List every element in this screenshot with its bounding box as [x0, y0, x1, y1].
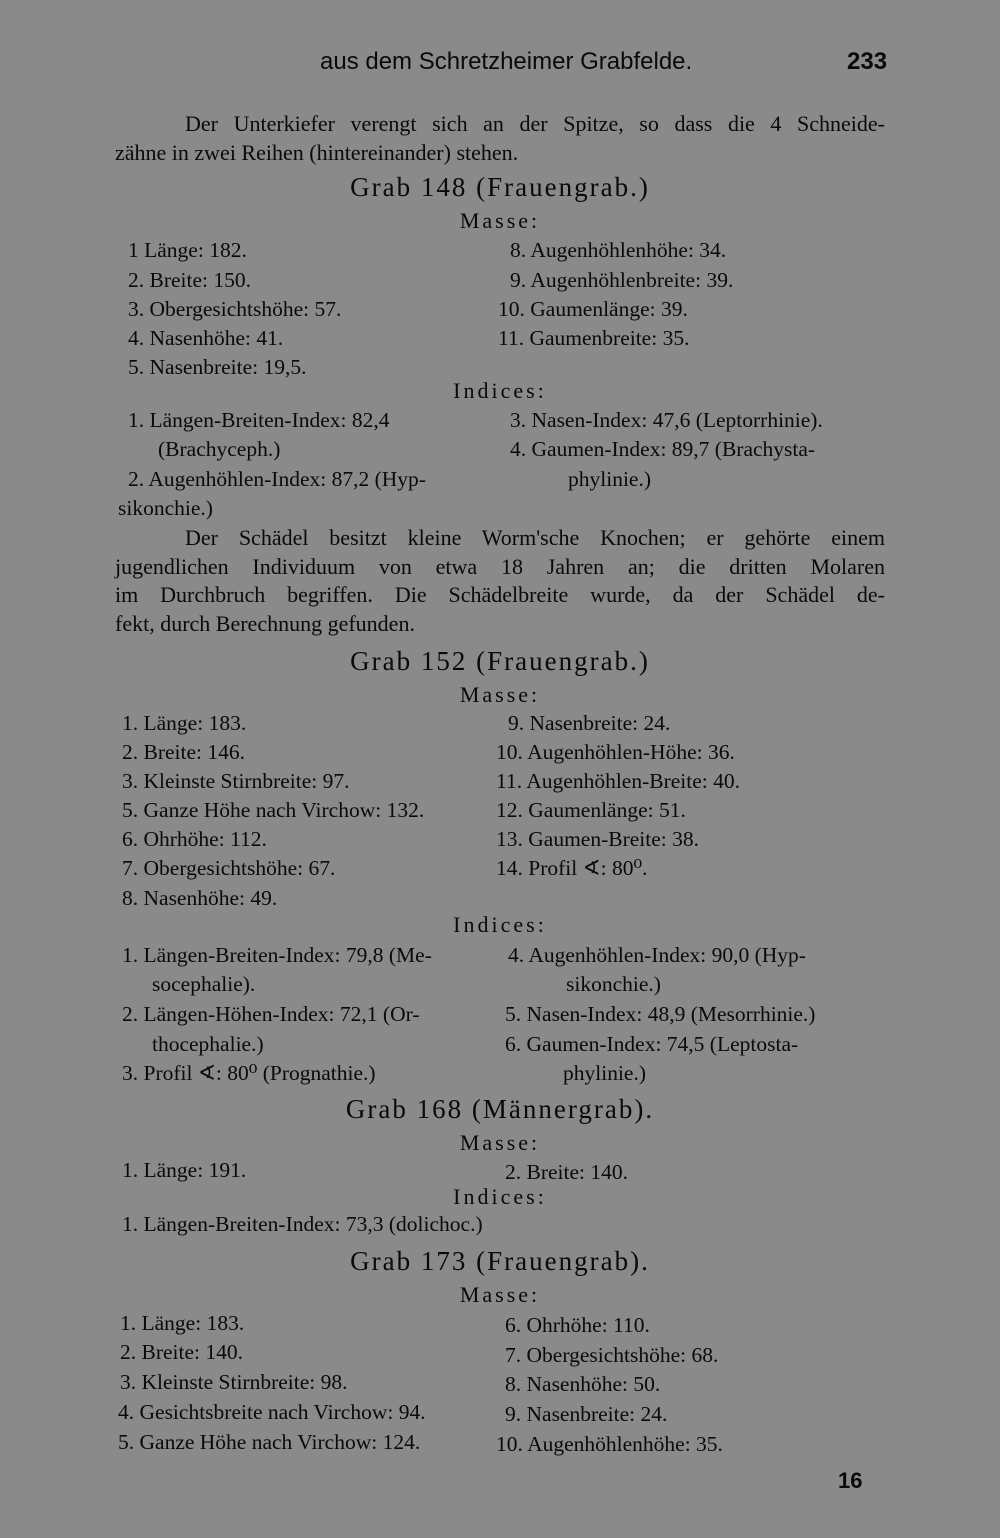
masse-label: Masse:	[459, 682, 541, 707]
section-heading-grab-173: Grab 173 (Frauengrab).	[350, 1246, 650, 1276]
measurement-item: 7. Obergesichtshöhe: 68.	[505, 1343, 719, 1367]
text-line: fekt, durch Berechnung gefunden.	[115, 610, 415, 636]
text-line: jugendlichen Individuum von etwa 18 Jahren an; die dritten Molaren	[115, 553, 885, 579]
measurement-item: 12. Gaumenlänge: 51.	[496, 798, 686, 822]
measurement-item: 6. Ohrhöhe: 110.	[505, 1313, 650, 1337]
running-title: aus dem Schretzheimer Grabfelde.	[320, 48, 693, 75]
measurement-item: 5. Nasenbreite: 19,5.	[128, 355, 307, 379]
section-heading-grab-168: Grab 168 (Männergrab).	[345, 1094, 655, 1124]
index-item: 5. Nasen-Index: 48,9 (Mesorrhinie.)	[505, 1002, 816, 1026]
measurement-item: 3. Kleinste Stirnbreite: 97.	[122, 769, 350, 793]
measurement-item: 5. Ganze Höhe nach Virchow: 132.	[122, 798, 425, 822]
measurement-item: 3. Kleinste Stirnbreite: 98.	[120, 1370, 348, 1394]
index-item: phylinie.)	[563, 1061, 646, 1085]
section-heading-grab-152: Grab 152 (Frauengrab.)	[350, 646, 650, 676]
text-line: im Durchbruch begriffen. Die Schädelbreite wurde, da der Schädel de-	[115, 582, 885, 607]
measurement-item: 10. Augenhöhlenhöhe: 35.	[496, 1432, 723, 1456]
text-line: Der Unterkiefer verengt sich an der Spitze, so dass die 4 Schneide-	[185, 111, 885, 136]
indices-label: Indices:	[453, 378, 547, 403]
measurement-item: 1 Länge: 182.	[128, 238, 247, 262]
text-line: zähne in zwei Reihen (hintereinander) stehen.	[115, 139, 519, 165]
signature-mark: 16	[838, 1468, 863, 1493]
indices-label: Indices:	[453, 1184, 547, 1209]
index-item: 3. Profil ∢: 80⁰ (Prognathie.)	[122, 1061, 376, 1085]
measurement-item: 11. Augenhöhlen-Breite: 40.	[496, 769, 741, 793]
index-item: 4. Augenhöhlen-Index: 90,0 (Hyp-	[508, 943, 806, 967]
measurement-item: 2. Breite: 146.	[122, 740, 246, 764]
measurement-item: 6. Ohrhöhe: 112.	[122, 827, 267, 851]
measurement-item: 8. Augenhöhlenhöhe: 34.	[510, 238, 727, 262]
index-item: 2. Längen-Höhen-Index: 72,1 (Or-	[122, 1002, 420, 1026]
description-paragraph	[115, 524, 885, 638]
measurement-item: 2. Breite: 140.	[120, 1340, 244, 1364]
measurement-item: 7. Obergesichtshöhe: 67.	[122, 856, 336, 880]
masse-label: Masse:	[459, 208, 541, 233]
masse-label: Masse:	[459, 1130, 541, 1155]
measurement-item: 2. Breite: 140.	[505, 1160, 629, 1184]
index-item: 6. Gaumen-Index: 74,5 (Leptosta-	[505, 1032, 799, 1056]
text-line: Der Schädel besitzt kleine Worm'sche Knochen; er gehörte einem	[185, 525, 885, 550]
index-item: 2. Augenhöhlen-Index: 87,2 (Hyp-	[128, 467, 426, 491]
page-number: 233	[847, 48, 888, 75]
measurement-item: 4. Nasenhöhe: 41.	[128, 326, 284, 350]
index-item: phylinie.)	[568, 467, 651, 491]
index-item: 1. Längen-Breiten-Index: 82,4	[128, 408, 390, 432]
index-item: 1. Längen-Breiten-Index: 79,8 (Me-	[122, 943, 432, 967]
measurement-item: 1. Länge: 191.	[122, 1158, 247, 1182]
measurement-item: 8. Nasenhöhe: 50.	[505, 1372, 661, 1396]
measurement-item: 13. Gaumen-Breite: 38.	[496, 827, 700, 851]
index-item: sikonchie.)	[566, 972, 661, 996]
measurement-item: 1. Länge: 183.	[120, 1311, 245, 1335]
measurement-item: 9. Augenhöhlenbreite: 39.	[510, 268, 734, 292]
measurement-item: 8. Nasenhöhe: 49.	[122, 886, 278, 910]
index-item: 1. Längen-Breiten-Index: 73,3 (dolichoc.)	[122, 1212, 483, 1236]
index-item: 3. Nasen-Index: 47,6 (Leptorrhinie).	[510, 408, 823, 432]
measurement-item: 9. Nasenbreite: 24.	[505, 1402, 668, 1426]
masse-label: Masse:	[459, 1282, 541, 1307]
index-item: 4. Gaumen-Index: 89,7 (Brachysta-	[510, 437, 816, 461]
measurement-item: 2. Breite: 150.	[128, 268, 252, 292]
measurement-item: 5. Ganze Höhe nach Virchow: 124.	[118, 1430, 421, 1454]
measurement-item: 10. Gaumenlänge: 39.	[498, 297, 688, 321]
measurement-item: 4. Gesichtsbreite nach Virchow: 94.	[118, 1400, 426, 1424]
measurement-item: 3. Obergesichtshöhe: 57.	[128, 297, 342, 321]
index-item: (Brachyceph.)	[158, 437, 281, 461]
index-item: thocephalie.)	[152, 1032, 264, 1056]
indices-label: Indices:	[453, 912, 547, 937]
measurement-item: 11. Gaumenbreite: 35.	[498, 326, 690, 350]
measurement-item: 10. Augenhöhlen-Höhe: 36.	[496, 740, 735, 764]
measurement-item: 14. Profil ∢: 80⁰.	[496, 856, 648, 880]
section-heading-grab-148: Grab 148 (Frauengrab.)	[350, 172, 650, 202]
index-item: sikonchie.)	[118, 496, 213, 520]
index-item: socephalie).	[152, 972, 256, 996]
measurement-item: 1. Länge: 183.	[122, 711, 247, 735]
measurement-item: 9. Nasenbreite: 24.	[508, 711, 671, 735]
intro-paragraph	[115, 110, 885, 167]
